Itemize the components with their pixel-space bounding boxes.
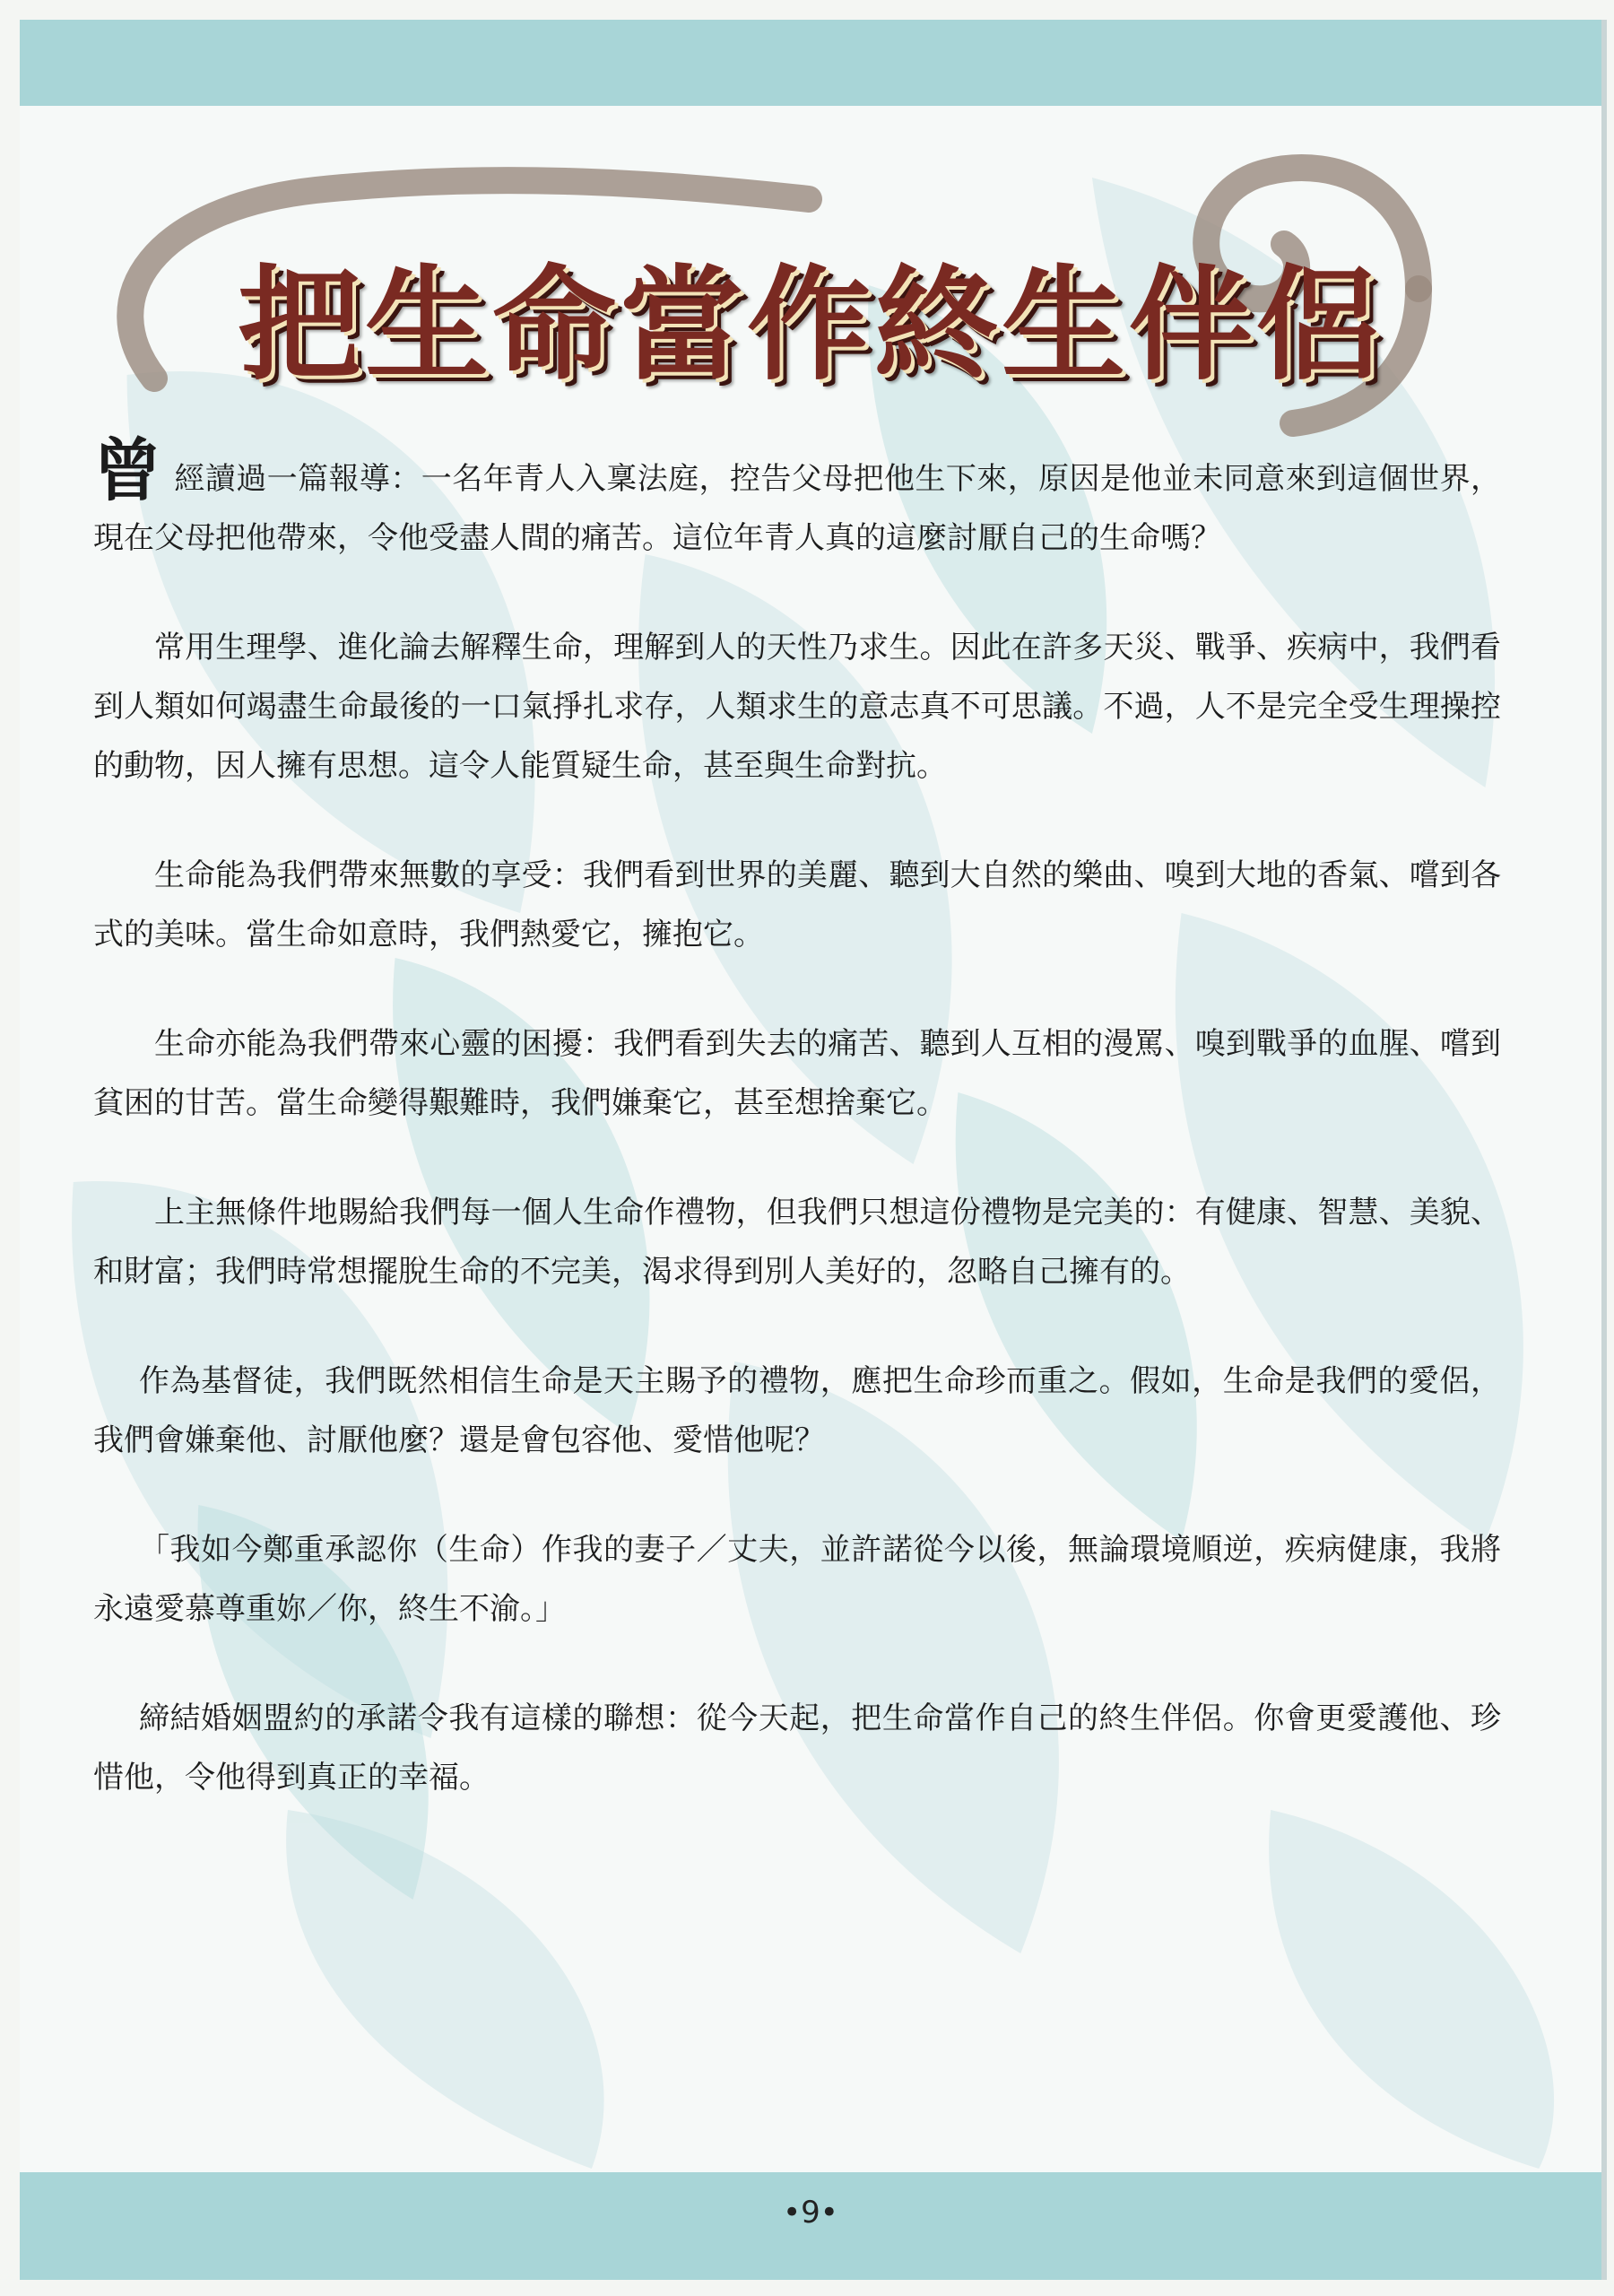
paragraph-3: 生命能為我們帶來無數的享受：我們看到世界的美麗、聽到大自然的樂曲、嗅到大地的香氣、嚐到各式的美味。當生命如意時，我們熱愛它，擁抱它。 [93, 857, 1501, 952]
title-banner [20, 154, 1601, 441]
paragraph-1 [93, 430, 1501, 568]
drop-cap: 曾 [93, 430, 162, 510]
page-title: 把生命當作終生伴侶 [237, 253, 1384, 397]
paragraph-7-quote: 「我如今鄭重承認你（生命）作我的妻子／丈夫，並許諾從今以後，無論環境順逆，疾病健康，我將永遠愛慕尊重妳／你，終生不渝。」 [93, 1532, 1501, 1627]
paragraph-6: 作為基督徒，我們既然相信生命是天主賜予的禮物，應把生命珍而重之。假如，生命是我們的愛侶，我們會嫌棄他、討厭他麼？還是會包容他、愛惜他呢？ [93, 1363, 1501, 1458]
paragraph-2: 常用生理學、進化論去解釋生命，理解到人的天性乃求生。因此在許多天災、戰爭、疾病中，我們看到人類如何竭盡生命最後的一口氣掙扎求存，人類求生的意志真不可思議。不過，人不是完全受生理操控的動物，因人擁有思想。這令人能質疑生命，甚至與生命對抗。 [93, 630, 1501, 784]
paragraph-4: 生命亦能為我們帶來心靈的困擾：我們看到失去的痛苦、聽到人互相的漫罵、嗅到戰爭的血腥、嚐到貧困的甘苦。當生命變得艱難時，我們嫌棄它，甚至想捨棄它。 [93, 1026, 1501, 1121]
page [20, 20, 1607, 2280]
page-number: •9• [783, 2195, 838, 2231]
paragraph-5: 上主無條件地賜給我們每一個人生命作禮物，但我們只想這份禮物是完美的：有健康、智慧、美貌、和財富；我們時常想擺脫生命的不完美，渴求得到別人美好的，忽略自己擁有的。 [93, 1195, 1501, 1290]
paragraph-8: 締結婚姻盟約的承諾令我有這樣的聯想：從今天起，把生命當作自己的終生伴侶。你會更愛護他、珍惜他，令他得到真正的幸福。 [93, 1700, 1501, 1796]
top-color-band [20, 20, 1601, 106]
article-body [93, 430, 1501, 1857]
paragraph-text: 經讀過一篇報導：一名年青人入稟法庭，控告父母把他生下來，原因是他並未同意來到這個世界，現在父母把他帶來，令他受盡人間的痛苦。這位年青人真的這麼討厭自己的生命嗎？ [93, 461, 1501, 556]
